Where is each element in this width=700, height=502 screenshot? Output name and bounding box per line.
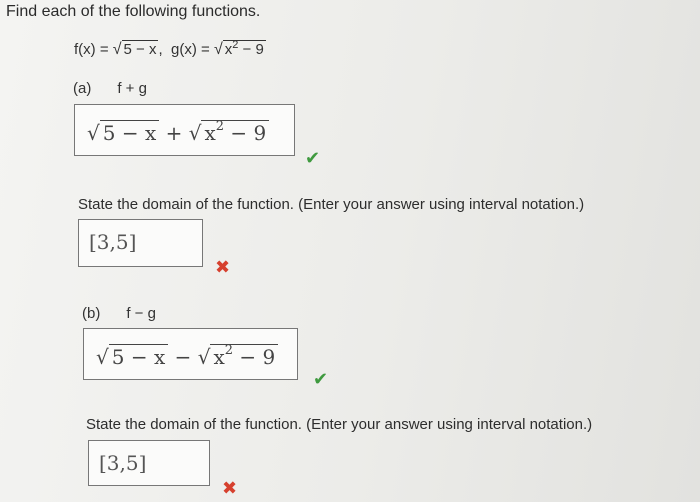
part-b-radicand-1: 5 − x <box>109 344 168 369</box>
part-a-domain-field[interactable] <box>78 219 203 267</box>
part-b-radicand-2-exponent: 2 <box>224 343 234 358</box>
part-a-domain-prompt: State the domain of the function. (Enter your answer using interval notation.) <box>78 196 585 213</box>
part-b-domain-value: [3,5] <box>99 451 147 475</box>
f-definition-label: f(x) = <box>74 41 113 58</box>
part-b-domain-field[interactable] <box>88 440 210 486</box>
g-radical: √ $x^2 - 9$ <box>213 39 264 58</box>
definition-separator: , <box>158 41 171 58</box>
cross-icon: ✖ <box>222 478 238 498</box>
f-radicand: 5 − x <box>123 41 157 58</box>
part-a-answer-field[interactable] <box>74 104 295 156</box>
part-a-domain-value: [3,5] <box>89 230 137 254</box>
g-definition-label: g(x) = <box>171 41 214 58</box>
part-b-answer-field[interactable] <box>83 328 298 380</box>
part-a-radicand-1: 5 − x <box>100 120 159 145</box>
part-b-domain-prompt: State the domain of the function. (Enter your answer using interval notation.) <box>86 416 593 433</box>
f-radical: √ 5 − x <box>112 41 157 58</box>
part-a-radicand-2-rest: − 9 <box>224 121 267 145</box>
part-a-expression: f + g <box>117 80 147 97</box>
part-a-answer-math: √ 5 − x + √ $x^2 - 9$ <box>87 119 269 145</box>
part-b-expression: f − g <box>126 305 156 322</box>
part-a-radicand-2-base: x <box>204 121 216 145</box>
function-definitions <box>74 39 266 59</box>
part-b-answer-math: √ 5 − x − √ $x^2 - 9$ <box>96 343 278 369</box>
part-b-tag: (b) <box>82 305 101 322</box>
part-a-radicand-2-exponent: 2 <box>215 119 225 134</box>
g-radicand-exponent: 2 <box>232 39 239 51</box>
part-b-radicand-2-rest: − 9 <box>233 345 276 369</box>
g-radicand-base: x <box>224 41 233 58</box>
part-b-radicand-2-base: x <box>213 345 225 369</box>
g-radicand-rest: − 9 <box>238 41 264 58</box>
check-icon: ✔ <box>305 148 321 168</box>
check-icon: ✔ <box>313 369 329 389</box>
part-a-tag: (a) <box>73 80 92 97</box>
part-b-operator: − <box>168 345 198 369</box>
part-a-operator: + <box>159 121 189 145</box>
cross-icon: ✖ <box>215 257 231 277</box>
part-b-label <box>82 305 156 322</box>
part-a-label <box>73 80 147 97</box>
question-title: Find each of the following functions. <box>6 3 261 20</box>
